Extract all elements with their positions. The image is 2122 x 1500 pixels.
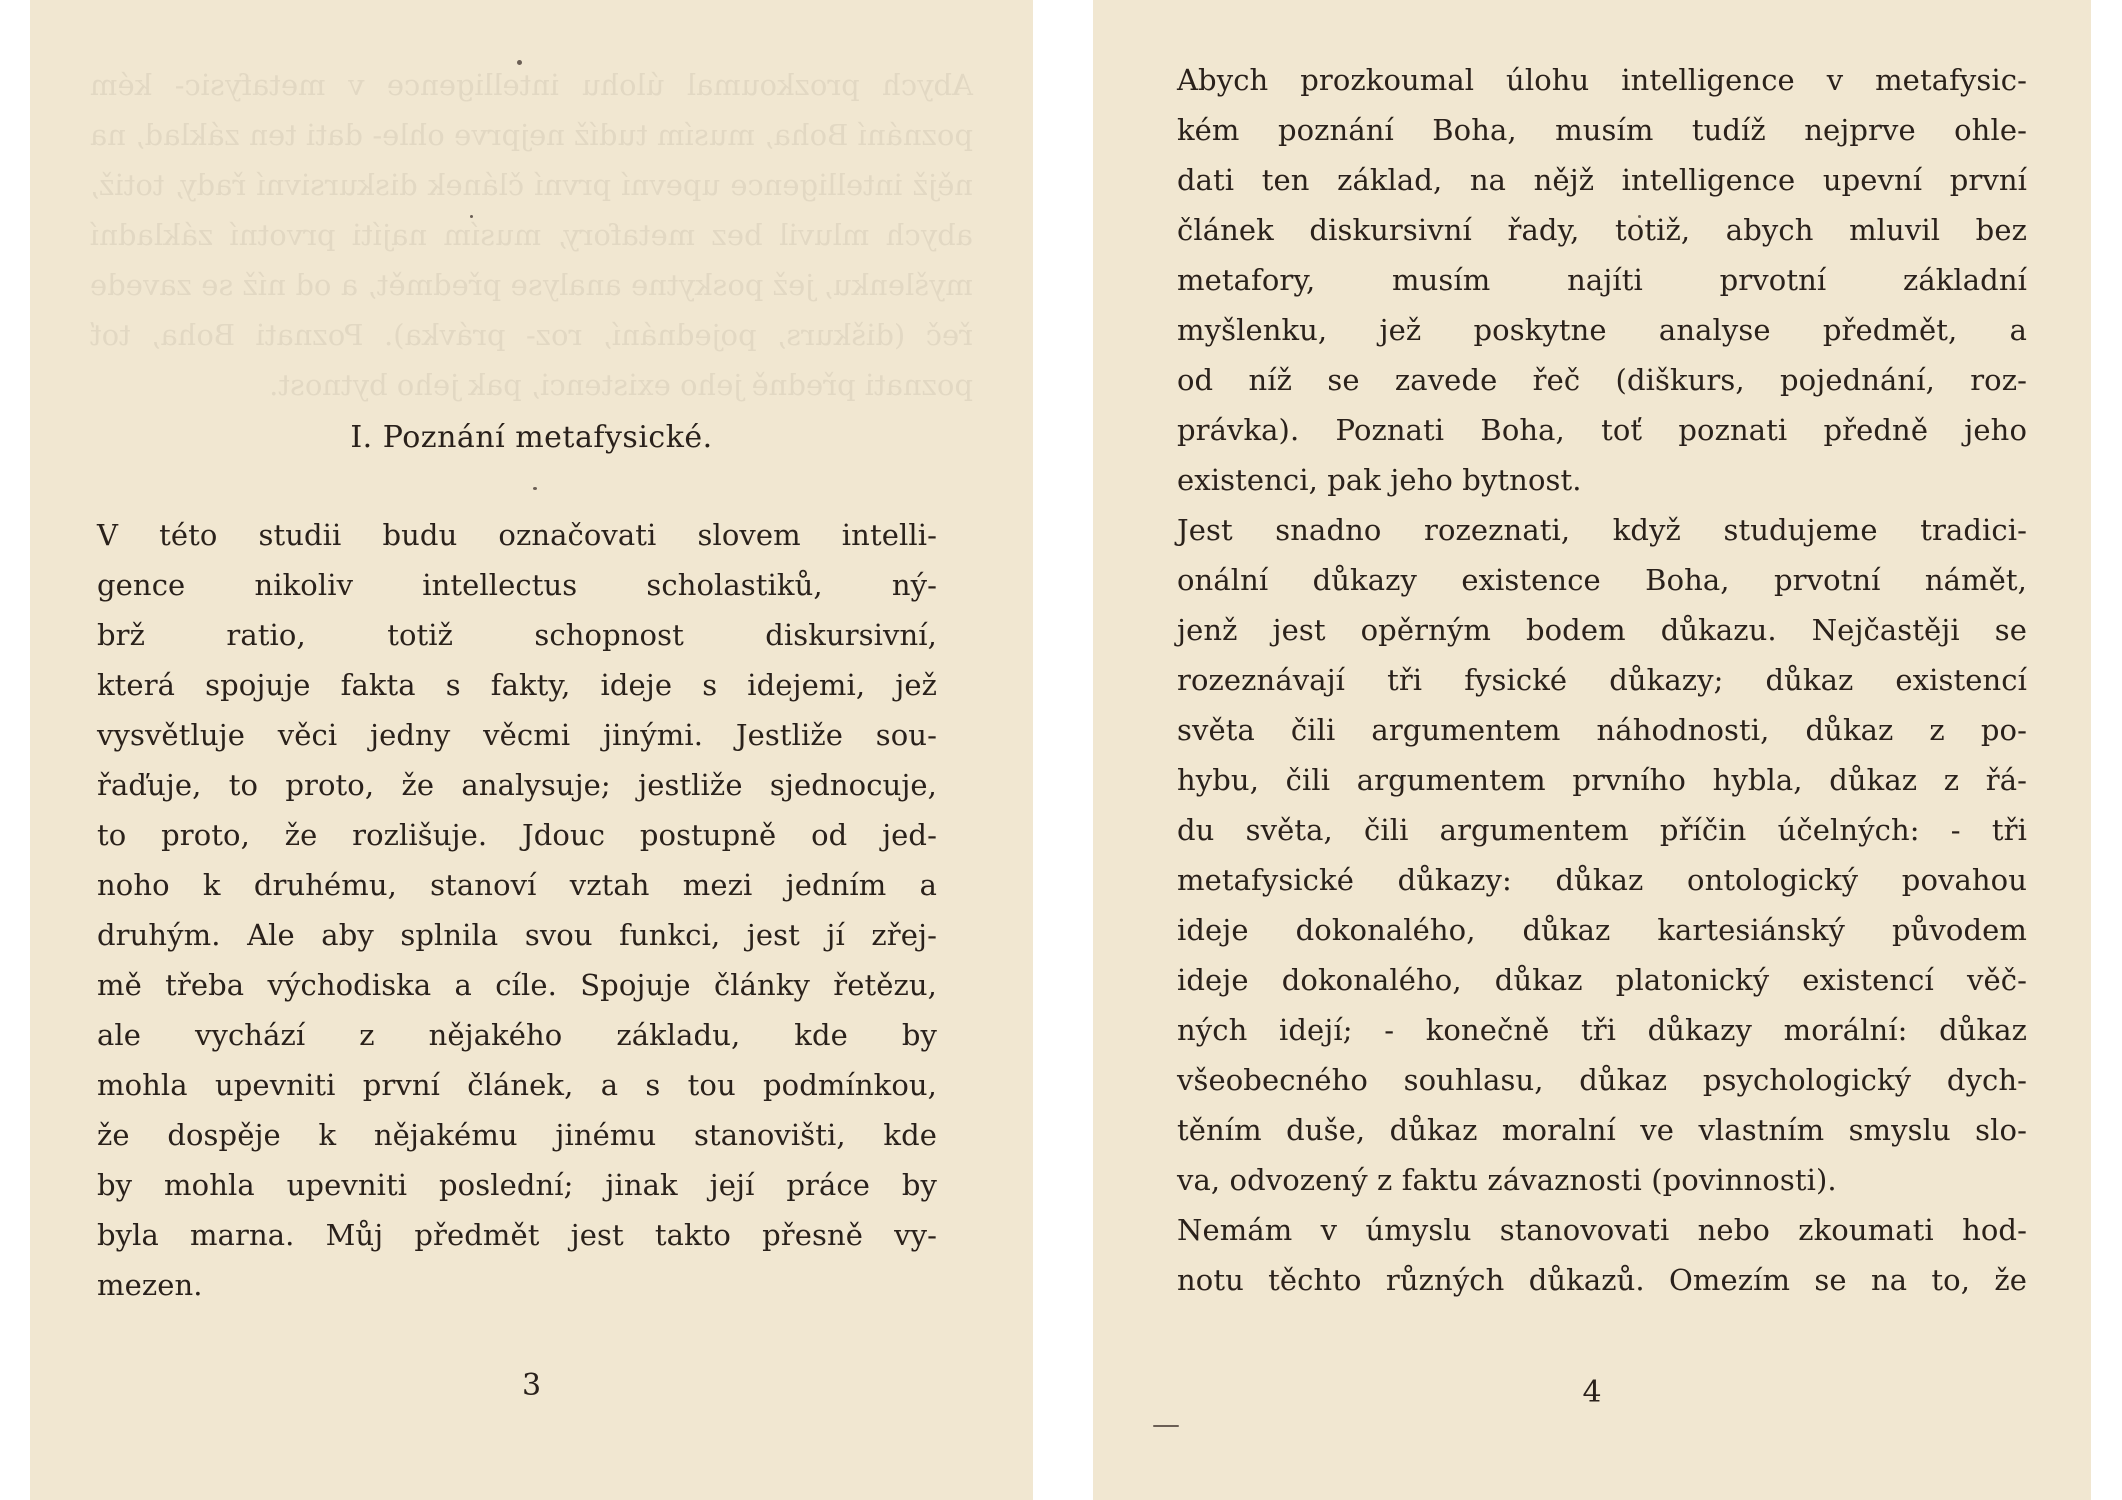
text-line: to proto, že rozlišuje. Jdouc postupně od jed- [97,818,937,852]
text-line: která spojuje fakta s fakty, ideje s idejemi, jež [97,668,937,702]
text-line: od níž se zavede řeč (diškurs, pojednání, roz- [1177,363,2027,397]
text-line: ideje dokonalého, důkaz platonický existencí věč- [1177,963,2027,997]
text-line: rozeznávají tři fysické důkazy; důkaz existencí [1177,663,2027,697]
text-line: článek diskursivní řady, totiž, abych mluvil bez [1177,213,2027,247]
speck [517,60,522,65]
text-line: těním duše, důkaz moralní ve vlastním smyslu slo- [1177,1113,2027,1147]
page-number: 4 [1582,1375,1602,1410]
text-line: mě třeba východiska a cíle. Spojuje články řetězu, [97,968,937,1002]
page-number: 3 [521,1368,542,1403]
text-line: že dospěje k nějakému jinému stanovišti, kde [97,1118,937,1152]
text-line: V této studii budu označovati slovem intelli- [97,518,937,552]
text-line: kém poznání Boha, musím tudíž nejprve ohle- [1177,113,2027,147]
text-line: existenci, pak jeho bytnost. [1177,463,1582,497]
speck [470,215,473,218]
text-line: va, odvozený z faktu závaznosti (povinnosti). [1177,1163,1837,1197]
text-line: Jest snadno rozeznati, když studujeme tradici- [1177,513,2027,547]
speck [533,487,537,490]
text-line: všeobecného souhlasu, důkaz psychologický dych- [1177,1063,2027,1097]
text-line: světa čili argumentem náhodnosti, důkaz z po- [1177,713,2027,747]
chapter-heading: I. Poznání metafysické. [350,420,713,455]
text-line: noho k druhému, stanoví vztah mezi jedním a [97,868,937,902]
text-line: metafysické důkazy: důkaz ontologický povahou [1177,863,2027,897]
text-line: mohla upevniti první článek, a s tou podmínkou, [97,1068,937,1102]
text-line: ale vychází z nějakého základu, kde by [97,1018,937,1052]
bleed-through-text: Abych prozkoumal úlohu intelligence v metafysic- kém poznání Boha, musím tudíž nejprve ohle- dati ten základ, na nějž intelligence upevní první článek diskursivní řady, totiž, abych mluvil bez metafory, musím najíti prvotní základní myšlenku, jež poskytne analyse předmět, a od níž se zavede řeč (diškurs, pojednání, roz- právka). Poznati Boha, toť poznati předně jeho existenci, pak jeho bytnost. [90,68,973,402]
text-line: byla marna. Můj předmět jest takto přesně vy- [97,1218,937,1252]
text-line: druhým. Ale aby splnila svou funkci, jest jí zřej- [97,918,937,952]
text-line: mezen. [97,1268,203,1302]
right-page [1093,0,2091,1500]
text-line: gence nikoliv intellectus scholastiků, ný- [97,568,937,602]
text-line: brž ratio, totiž schopnost diskursivní, [97,618,937,652]
text-line: Nemám v úmyslu stanovovati nebo zkoumati hod- [1177,1213,2027,1247]
text-line: dati ten základ, na nějž intelligence upevní první [1177,163,2027,197]
text-line: by mohla upevniti poslední; jinak její práce by [97,1168,937,1202]
left-page [30,0,1033,1500]
text-line: vysvětluje věci jedny věcmi jinými. Jestliže sou- [97,718,937,752]
text-line: Abych prozkoumal úlohu intelligence v metafysic- [1177,63,2027,97]
text-line: ideje dokonalého, důkaz kartesiánský původem [1177,913,2027,947]
speck [1153,1425,1179,1427]
text-line: právka). Poznati Boha, toť poznati předně jeho [1177,413,2027,447]
text-line: metafory, musím najíti prvotní základní [1177,263,2027,297]
text-line: ných idejí; - konečně tři důkazy morální: důkaz [1177,1013,2027,1047]
text-line: myšlenku, jež poskytne analyse předmět, a [1177,313,2027,347]
text-line: onální důkazy existence Boha, prvotní námět, [1177,563,2027,597]
text-line: hybu, čili argumentem prvního hybla, důkaz z řá- [1177,763,2027,797]
text-line: jenž jest opěrným bodem důkazu. Nejčastěji se [1177,613,2027,647]
text-line: du světa, čili argumentem příčin účelných: - tři [1177,813,2027,847]
text-line: řaďuje, to proto, že analysuje; jestliže sjednocuje, [97,768,937,802]
text-line: notu těchto různých důkazů. Omezím se na to, že [1177,1263,2027,1297]
